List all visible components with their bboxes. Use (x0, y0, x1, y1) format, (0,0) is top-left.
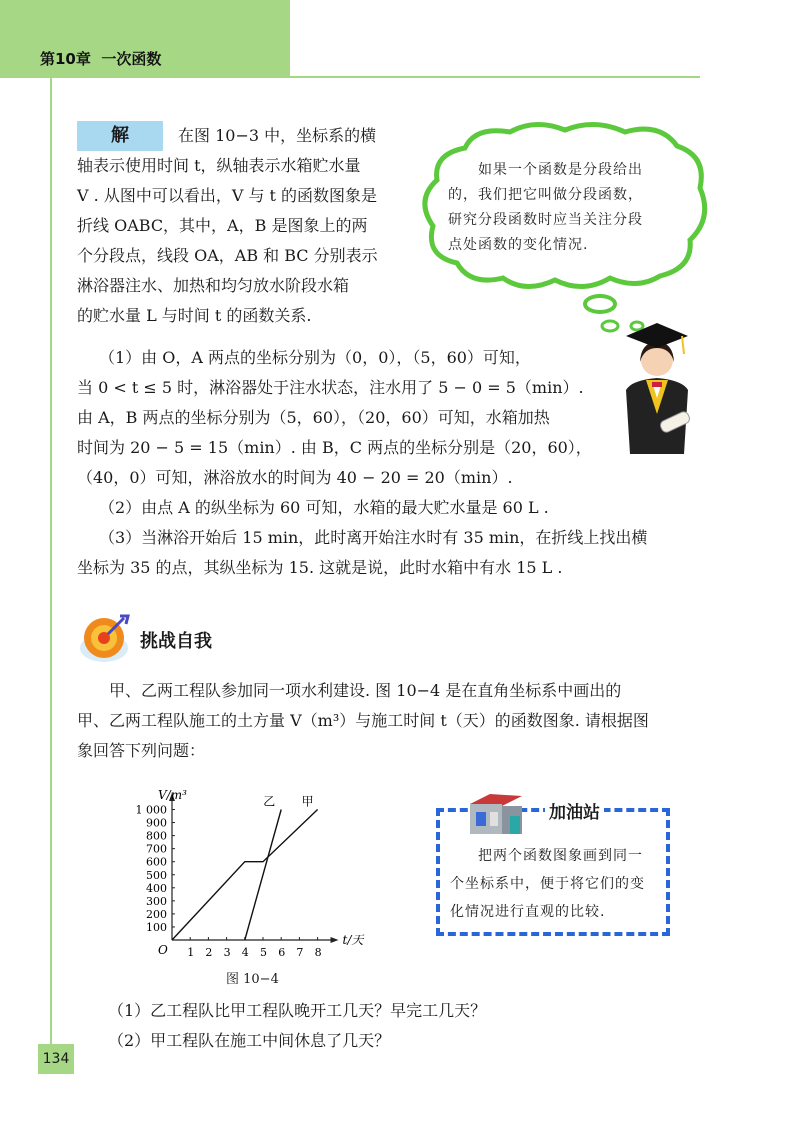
x-tick-label: 6 (278, 946, 286, 959)
solution-paragraph: 由 A，B 两点的坐标分别为（5，60），（20，60）可知，水箱加热 (77, 408, 550, 427)
cloud-note (448, 158, 688, 258)
tip-line: 化情况进行直观的比较. (450, 904, 606, 920)
series-label: 甲 (301, 794, 314, 809)
solution-intro (77, 121, 412, 331)
challenge-line: 甲、乙两工程队参加同一项水利建设. 图 10−4 是在直角坐标系中画出的 (109, 681, 622, 700)
x-axis-label: t/天 (342, 933, 364, 947)
question-item: （1）乙工程队比甲工程队晚开工几天？早完工几天？ (108, 1001, 487, 1020)
x-tick-label: 2 (205, 946, 213, 959)
challenge-title: 挑战自我 (140, 631, 212, 652)
question-list (108, 996, 708, 1056)
solution-paragraph: （3）当淋浴开始后 15 min，此时离开始注水时有 35 min，在折线上找出横 (99, 528, 648, 547)
x-tick-label: 4 (241, 946, 249, 959)
challenge-line: 象回答下列问题： (77, 741, 206, 760)
solution-paragraph: （2）由点 A 的纵坐标为 60 可知，水箱的最大贮水量是 60 L . (99, 498, 549, 517)
page-number: 134 (38, 1044, 74, 1074)
solution-paragraph: 坐标为 35 的点，其纵坐标为 15. 这就是说，此时水箱中有水 15 L . (77, 558, 563, 577)
x-tick-label: 3 (223, 946, 231, 959)
cloud-line: 如果一个函数是分段给出 (478, 162, 643, 178)
solution-line: 个分段点，线段 OA，AB 和 BC 分别表示 (77, 246, 378, 265)
chapter-title: 第10章 一次函数 (40, 50, 162, 68)
y-tick-label: 400 (146, 881, 167, 895)
volume-time-chart (120, 768, 370, 964)
cloud-line: 的，我们把它叫做分段函数， (448, 187, 643, 203)
solution-line: 淋浴器注水、加热和均匀放水阶段水箱 (77, 276, 350, 295)
tip-title: 加油站 (545, 798, 604, 823)
tip-line: 把两个函数图象画到同一 (478, 848, 643, 864)
solution-line: 在图 10−3 中，坐标系的横 (178, 126, 377, 145)
margin-rule (50, 78, 52, 1068)
solution-line: 轴表示使用时间 t，纵轴表示水箱贮水量 (77, 156, 361, 175)
tip-line: 个坐标系中，便于将它们的变 (450, 876, 645, 892)
x-tick-label: 1 (187, 946, 195, 959)
cloud-line: 点处函数的变化情况. (448, 237, 589, 253)
solution-badge: 解 (77, 121, 163, 151)
y-tick-label: 1 000 (135, 803, 167, 817)
solution-paragraph: （40，0）可知，淋浴放水的时间为 40 − 20 = 20（min）. (77, 468, 513, 487)
solution-line: V . 从图中可以看出，V 与 t 的函数图象是 (77, 186, 378, 205)
gas-station-icon (466, 786, 542, 838)
question-item: （2）甲工程队在施工中间休息了几天？ (108, 1031, 391, 1050)
origin-label: O (158, 943, 168, 957)
tip-text (450, 842, 660, 926)
x-tick-label: 8 (314, 946, 322, 959)
target-icon (78, 610, 136, 668)
y-tick-label: 700 (146, 842, 167, 856)
x-tick-label: 5 (260, 946, 267, 959)
solution-paragraph: 时间为 20 − 5 = 15（min）. 由 B，C 两点的坐标分别是（20，60）， (77, 438, 592, 457)
y-tick-label: 500 (146, 868, 167, 882)
solution-line: 折线 OABC，其中，A，B 是图象上的两 (77, 216, 368, 235)
figure-caption: 图 10−4 (226, 972, 279, 987)
y-tick-label: 100 (146, 920, 167, 934)
y-tick-label: 900 (146, 816, 167, 830)
solution-paragraph: 当 0 < t ≤ 5 时，淋浴器处于注水状态，注水用了 5 − 0 = 5（min）. (77, 378, 584, 397)
solution-steps (77, 343, 677, 583)
y-tick-label: 200 (146, 907, 167, 921)
solution-paragraph: （1）由 O，A 两点的坐标分别为（0，0），（5，60）可知， (99, 348, 531, 367)
solution-line: 的贮水量 L 与时间 t 的函数关系. (77, 306, 312, 325)
y-tick-label: 300 (146, 894, 167, 908)
y-axis-label: V/m³ (158, 787, 187, 802)
x-tick-label: 7 (296, 946, 304, 959)
header-rule (0, 76, 700, 78)
challenge-intro (77, 676, 717, 766)
series-label: 乙 (263, 794, 276, 809)
y-tick-label: 800 (146, 829, 167, 843)
series-line-jia (172, 810, 318, 941)
cloud-line: 研究分段函数时应当关注分段 (448, 212, 643, 228)
challenge-line: 甲、乙两工程队施工的土方量 V（m³）与施工时间 t（天）的函数图象. 请根据图 (77, 711, 649, 730)
y-tick-label: 600 (146, 855, 167, 869)
x-axis-arrow (331, 937, 339, 943)
series-line-yi (245, 810, 281, 941)
